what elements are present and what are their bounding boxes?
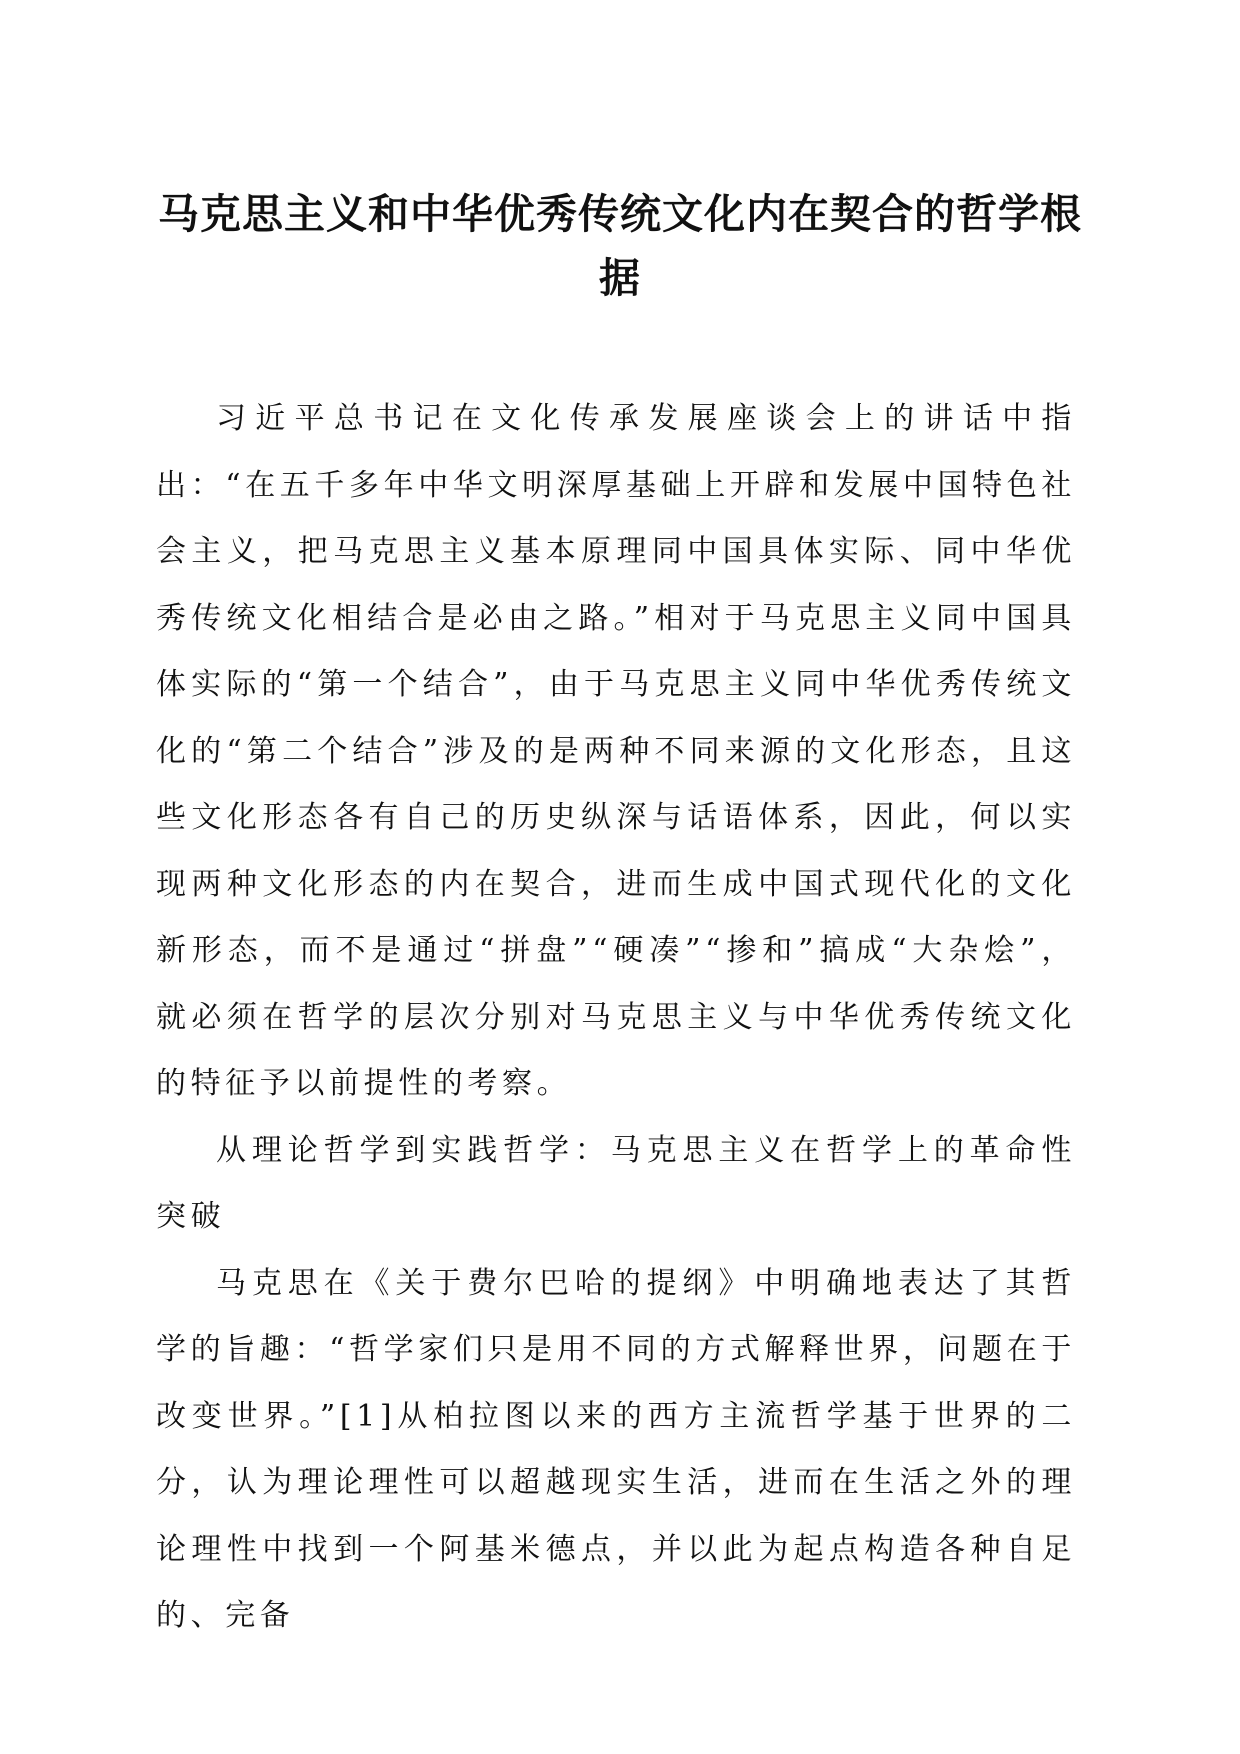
section-heading: 从理论哲学到实践哲学：马克思主义在哲学上的革命性突破	[156, 1132, 1076, 1234]
document-body	[156, 386, 1076, 1650]
document-title: 马克思主义和中华优秀传统文化内在契合的哲学根据	[158, 190, 1082, 302]
body-paragraph: 习近平总书记在文化传承发展座谈会上的讲话中指出：“在五千多年中华文明深厚基础上开辟和发展中国特色社会主义，把马克思主义基本原理同中国具体实际、同中华优秀传统文化相结合是必由之路。”相对于马克思主义同中国具体实际的“第一个结合”，由于马克思主义同中华优秀传统文化的“第二个结合”涉及的是两种不同来源的文化形态，且这些文化形态各有自己的历史纵深与话语体系，因此，何以实现两种文化形态的内在契合，进而生成中国式现代化的文化新形态，而不是通过“拼盘”“硬凑”“掺和”搞成“大杂烩”，就必须在哲学的层次分别对马克思主义与中华优秀传统文化的特征予以前提性的考察。	[156, 401, 1076, 1101]
body-paragraph: 马克思在《关于费尔巴哈的提纲》中明确地表达了其哲学的旨趣：“哲学家们只是用不同的方式解释世界，问题在于改变世界。”[1]从柏拉图以来的西方主流哲学基于世界的二分，认为理论理性可以超越现实生活，进而在生活之外的理论理性中找到一个阿基米德点，并以此为起点构造各种自足的、完备	[156, 1265, 1076, 1633]
